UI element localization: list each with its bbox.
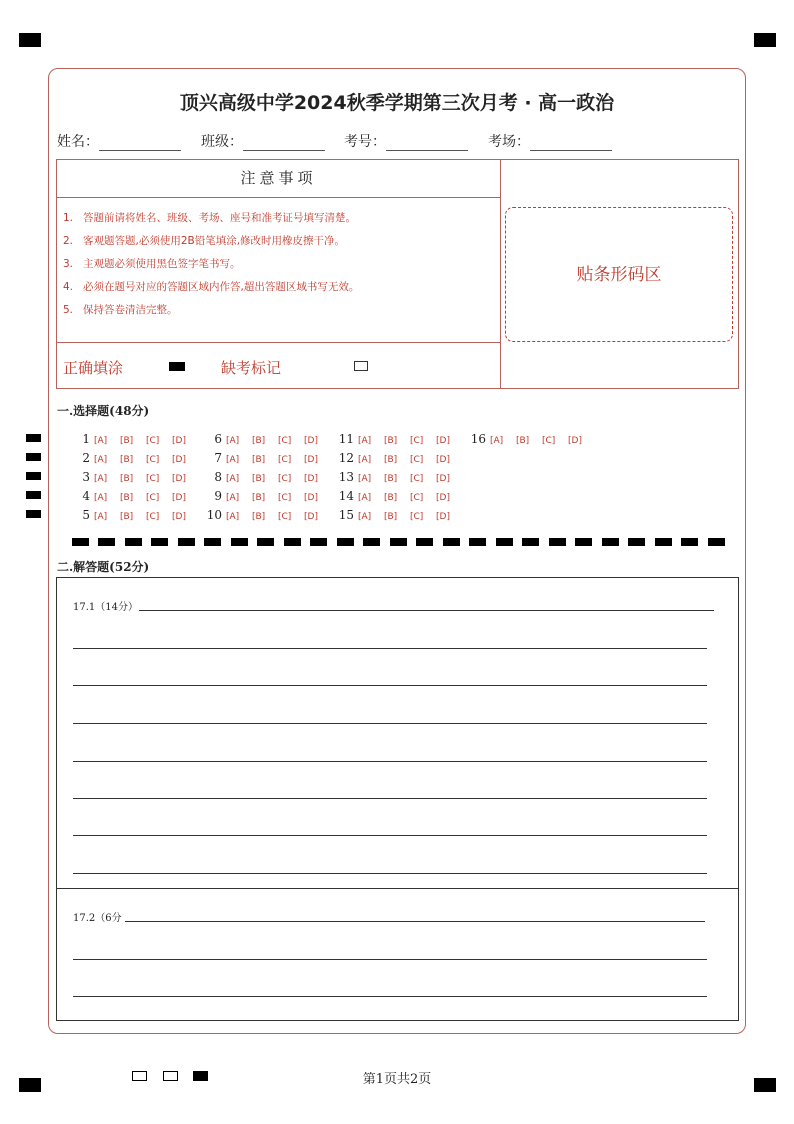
choice-question[interactable]: 1 [A] [B] [C] [D] (82, 432, 186, 446)
choice-question[interactable]: 2 [A] [B] [C] [D] (82, 451, 186, 465)
row-timing-mark (26, 472, 41, 480)
choice-question[interactable]: 16 [A] [B] [C] [D] (470, 432, 582, 446)
notice-list (63, 210, 359, 325)
choice-question[interactable]: 15 [A] [B] [C] [D] (338, 508, 450, 522)
writing-line (139, 610, 714, 611)
exam-number-field[interactable] (344, 131, 468, 151)
exam-title: 顶兴高级中学2024秋季学期第三次月考 · 高一政治 (179, 92, 615, 114)
writing-line (125, 921, 705, 922)
choice-question[interactable]: 8 [A] [B] [C] [D] (214, 470, 318, 484)
choice-question[interactable]: 14 [A] [B] [C] [D] (338, 489, 450, 503)
choice-question[interactable]: 12 [A] [B] [C] [D] (338, 451, 450, 465)
name-label: 姓名： (57, 134, 99, 150)
choice-question[interactable]: 5 [A] [B] [C] [D] (82, 508, 186, 522)
choice-question[interactable]: 3 [A] [B] [C] [D] (82, 470, 186, 484)
choice-question[interactable]: 6 [A] [B] [C] [D] (214, 432, 318, 446)
barcode-area: 贴条形码区 (505, 207, 733, 342)
question-divider (57, 888, 738, 889)
choice-question[interactable]: 4 [A] [B] [C] [D] (82, 489, 186, 503)
answer-area[interactable] (56, 577, 739, 1021)
choice-question[interactable]: 9 [A] [B] [C] [D] (214, 489, 318, 503)
writing-line (73, 685, 707, 686)
row-timing-mark (26, 434, 41, 442)
corner-mark-top-right (754, 33, 776, 47)
section2-title: 二.解答题(52分) (57, 560, 150, 574)
notice-item: 3. 主观题必须使用黑色签字笔书写。 (63, 258, 241, 270)
writing-line (73, 761, 707, 762)
question-17-2-label: 17.2（6分 (73, 913, 122, 924)
page-number: 第1页共2页 (362, 1072, 432, 1087)
question-17-1-label: 17.1（14分） (73, 602, 138, 613)
correct-fill-label: 正确填涂 (63, 359, 124, 377)
section1-title: 一.选择题(48分) (57, 404, 150, 418)
class-label: 班级： (201, 134, 243, 150)
writing-line (73, 873, 707, 874)
choice-question[interactable]: 10 [A] [B] [C] [D] (206, 508, 318, 522)
writing-line (73, 996, 707, 997)
absent-mark-label: 缺考标记 (221, 359, 282, 377)
choice-question[interactable]: 13 [A] [B] [C] [D] (338, 470, 450, 484)
correct-fill-sample (169, 362, 185, 371)
corner-mark-top-left (19, 33, 41, 47)
writing-line (73, 835, 707, 836)
notice-heading: 注意事项 (57, 160, 500, 198)
notice-box (56, 159, 739, 389)
row-timing-mark (26, 453, 41, 461)
writing-line (73, 723, 707, 724)
notice-item: 2. 客观题答题,必须使用2B铅笔填涂,修改时用橡皮擦干净。 (63, 235, 346, 247)
notice-item: 1. 答题前请将姓名、班级、考场、座号和准考证号填写清楚。 (63, 212, 356, 224)
row-timing-mark (26, 491, 41, 499)
writing-line (73, 798, 707, 799)
writing-line (73, 959, 707, 960)
writing-line (73, 648, 707, 649)
exam-number-label: 考号： (344, 134, 386, 150)
absent-mark-checkbox[interactable] (354, 361, 368, 371)
fill-example-row (57, 342, 500, 389)
exam-room-label: 考场： (488, 134, 530, 150)
notice-item: 5. 保持答卷清洁完整。 (63, 304, 178, 316)
notice-item: 4. 必须在题号对应的答题区域内作答,超出答题区域书写无效。 (63, 281, 360, 293)
name-field[interactable] (57, 131, 181, 151)
choice-question[interactable]: 7 [A] [B] [C] [D] (214, 451, 318, 465)
row-timing-mark (26, 510, 41, 518)
notice-panel (57, 160, 501, 388)
choice-question[interactable]: 11 [A] [B] [C] [D] (338, 432, 450, 446)
class-field[interactable] (201, 131, 325, 151)
exam-room-field[interactable] (488, 131, 612, 151)
